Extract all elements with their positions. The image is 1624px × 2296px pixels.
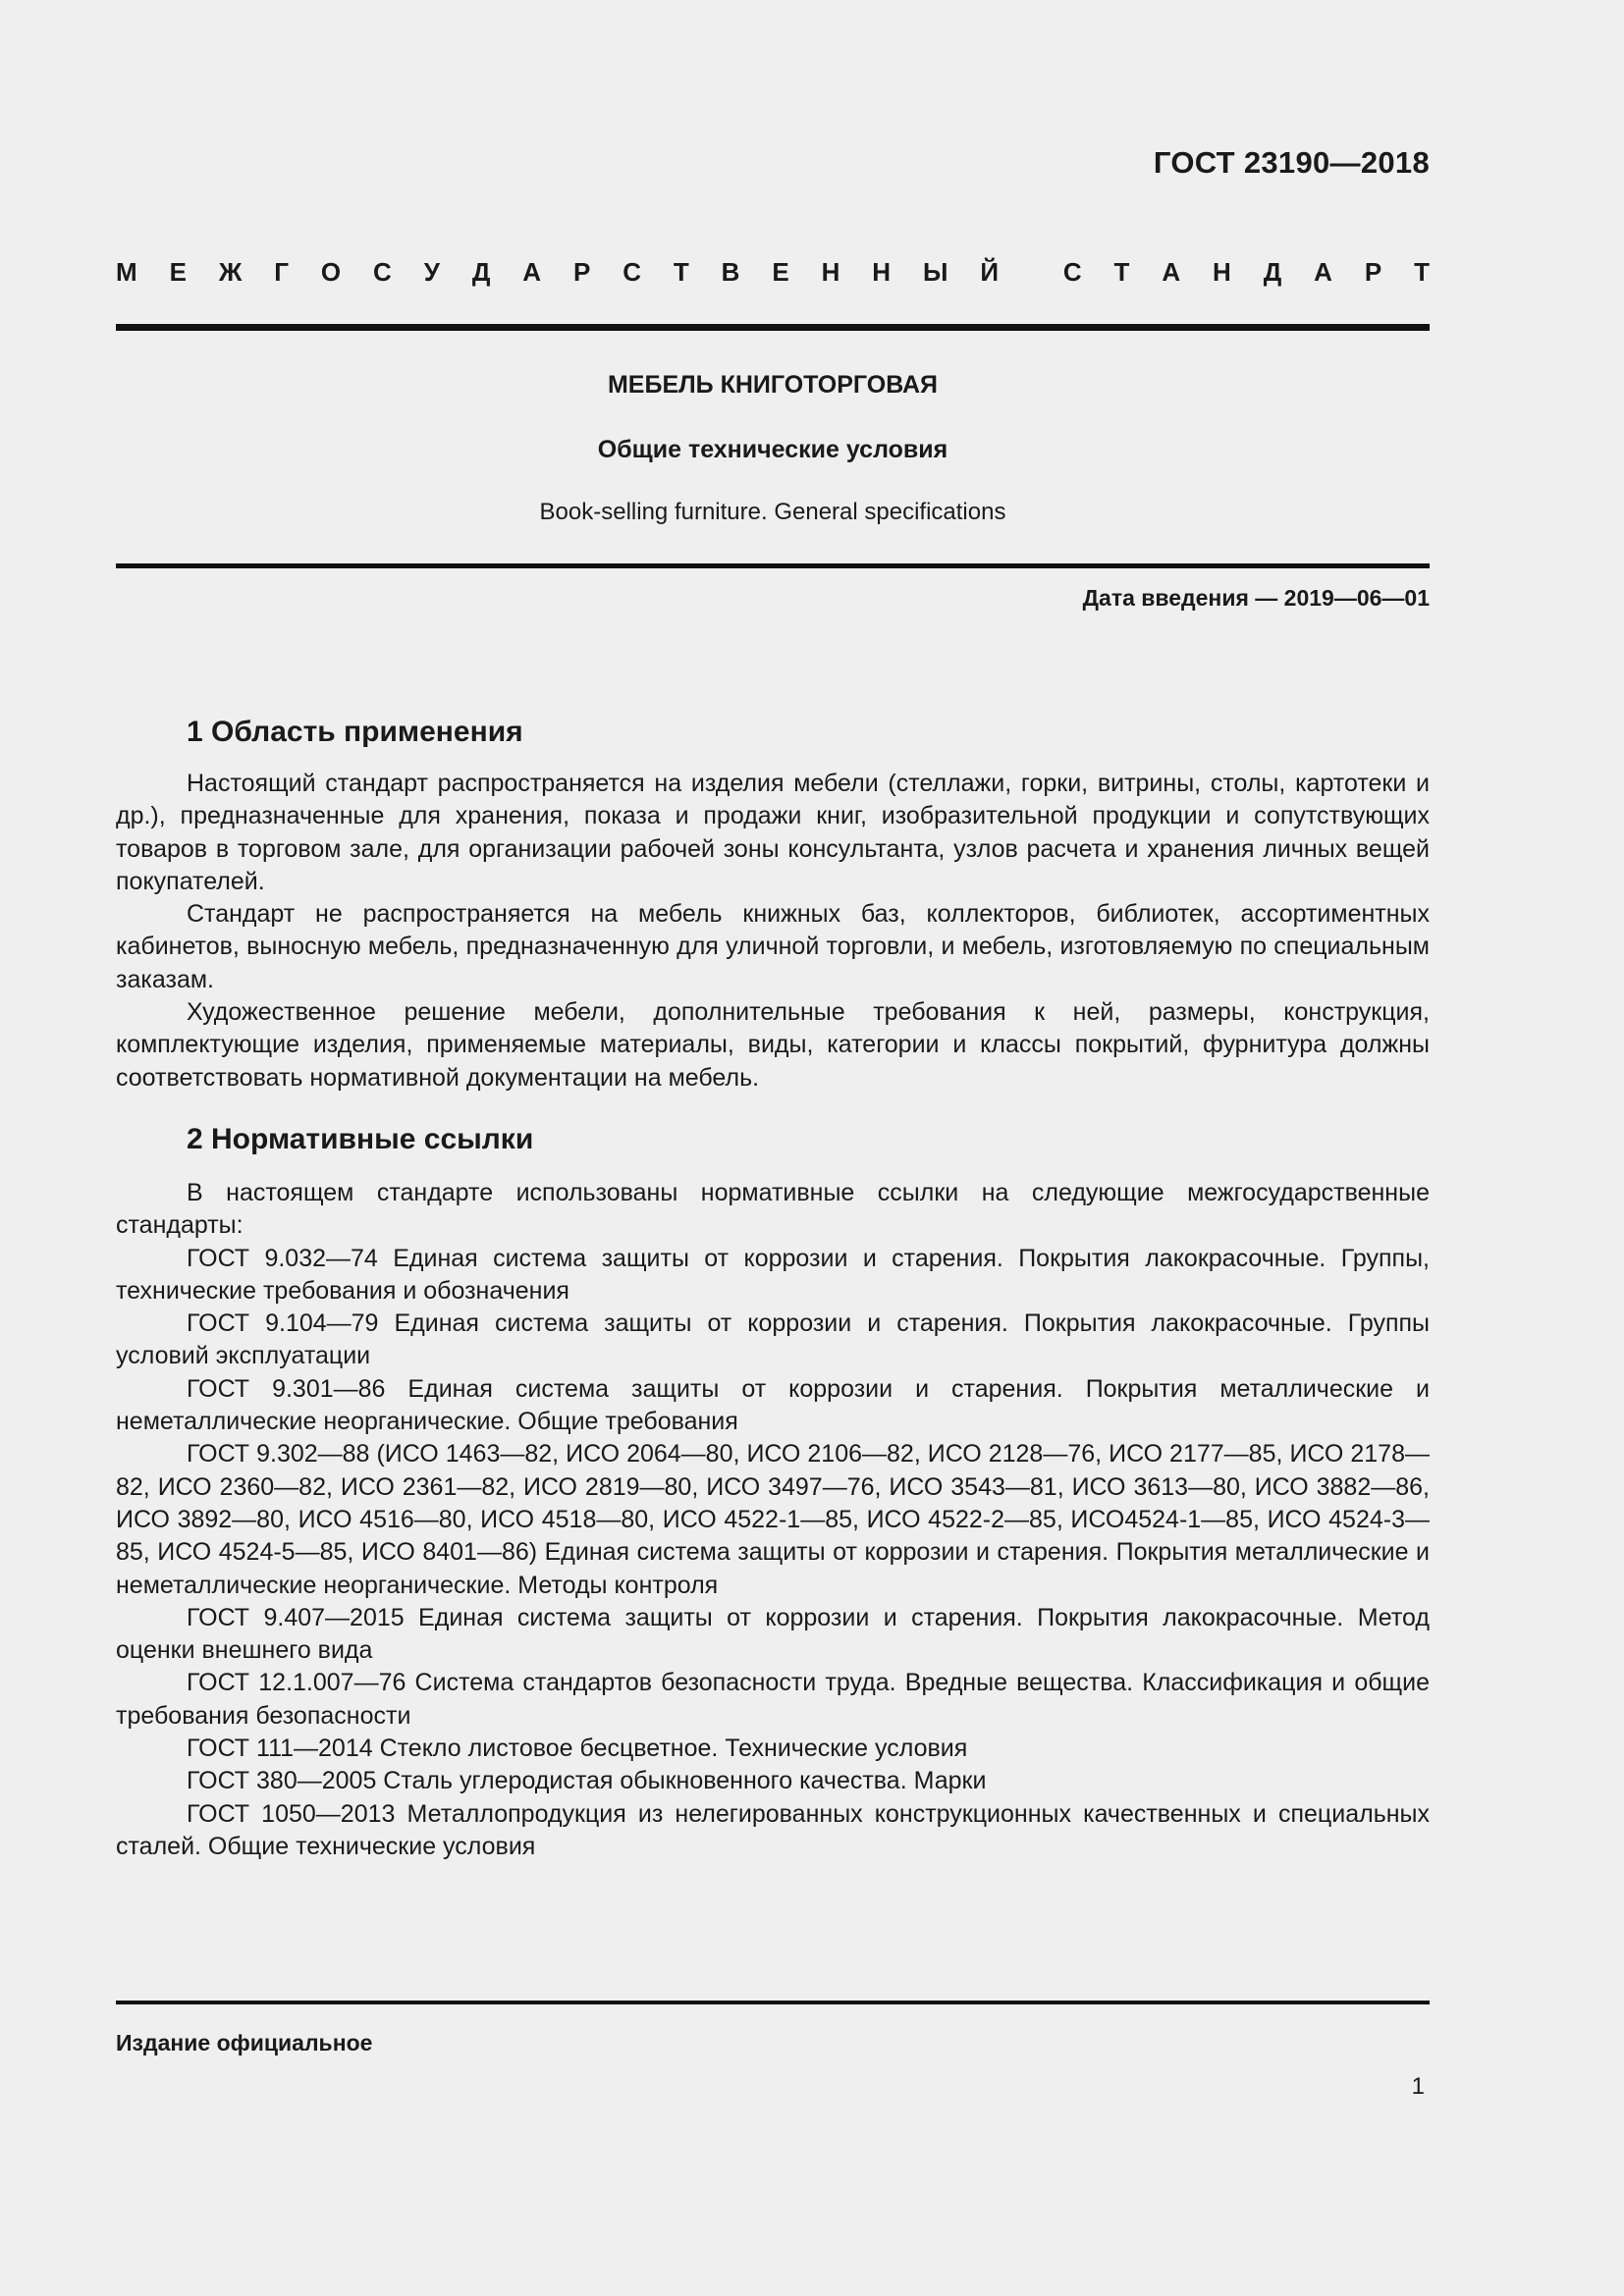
reference-item: ГОСТ 9.032—74 Единая система защиты от коррозии и старения. Покрытия лакокрасочные. Группы, технические требования и обозначения xyxy=(116,1244,1430,1305)
paragraph: Художественное решение мебели, дополнительные требования к ней, размеры, конструкция, комплектующие изделия, применяемые материалы, виды, категории и классы покрытий, фурнитура должны соответствовать нормативной документации на мебель. xyxy=(116,998,1430,1092)
banner-letter: М xyxy=(116,257,137,287)
banner-letter: Д xyxy=(1263,257,1282,287)
banner-letter: Е xyxy=(169,257,187,287)
reference-item: ГОСТ 9.104—79 Единая система защиты от коррозии и старения. Покрытия лакокрасочные. Группы условий эксплуатации xyxy=(116,1309,1430,1370)
banner-letter: Р xyxy=(572,257,591,287)
document-title: МЕБЕЛЬ КНИГОТОРГОВАЯ xyxy=(607,371,939,399)
reference-item: ГОСТ 12.1.007—76 Система стандартов безопасности труда. Вредные вещества. Классификация и общие требования безопасности xyxy=(116,1669,1430,1730)
banner-letter: Т xyxy=(1414,257,1430,287)
paragraph: В настоящем стандарте использованы нормативные ссылки на следующие межгосударственные стандарты: xyxy=(116,1178,1430,1240)
banner-letter: А xyxy=(522,257,542,287)
paragraph: Настоящий стандарт распространяется на изделия мебели (стеллажи, горки, витрины, столы, картотеки и др.), предназначенные для хранения, показа и продажи книг, изобразительной продукции и сопутствующих товаров в торговом зале, для организации рабочей зоны консультанта, узлов расчета и хранения личных вещей покупателей. xyxy=(116,770,1430,895)
banner-letter: А xyxy=(1162,257,1181,287)
document-subtitle: Общие технические условия xyxy=(597,436,948,463)
banner-letter: С xyxy=(1062,257,1082,287)
banner-letter: В xyxy=(721,257,740,287)
introduction-date: Дата введения — 2019—06—01 xyxy=(1082,585,1430,611)
banner-letter: Ы xyxy=(922,257,948,287)
reference-item: ГОСТ 380—2005 Сталь углеродистая обыкновенного качества. Марки xyxy=(187,1767,987,1795)
document-number: ГОСТ 23190—2018 xyxy=(1153,145,1430,180)
footer-divider xyxy=(116,2001,1430,2004)
banner-letter: Й xyxy=(980,257,1000,287)
reference-item: ГОСТ 9.407—2015 Единая система защиты от коррозии и старения. Покрытия лакокрасочные. Метод оценки внешнего вида xyxy=(116,1603,1430,1665)
banner-letter: Г xyxy=(274,257,289,287)
banner-letter: Н xyxy=(872,257,892,287)
interstate-standard-banner xyxy=(116,257,1430,288)
banner-letter: Н xyxy=(821,257,840,287)
paragraph: Стандарт не распространяется на мебель книжных баз, коллекторов, библиотек, ассортиментных кабинетов, выносную мебель, предназначенную для уличной торговли, и мебель, изготовляемую по специальным заказам. xyxy=(116,900,1430,993)
banner-letter: О xyxy=(320,257,342,287)
banner-letter: Р xyxy=(1364,257,1382,287)
reference-item: ГОСТ 1050—2013 Металлопродукция из нелегированных конструкционных качественных и специальных сталей. Общие технические условия xyxy=(116,1799,1430,1860)
reference-item: ГОСТ 9.301—86 Единая система защиты от коррозии и старения. Покрытия металлические и неметаллические неорганические. Общие требования xyxy=(116,1374,1430,1436)
edition-label: Издание официальное xyxy=(116,2030,373,2056)
banner-letter: С xyxy=(373,257,392,287)
reference-item: ГОСТ 111—2014 Стекло листовое бесцветное. Технические условия xyxy=(187,1735,968,1763)
title-divider xyxy=(116,563,1430,568)
english-title: Book-selling furniture. General specifications xyxy=(539,499,1006,525)
banner-letter: Е xyxy=(772,257,789,287)
banner-letter: Ж xyxy=(218,257,243,287)
reference-item: ГОСТ 9.302—88 (ИСО 1463—82, ИСО 2064—80, ИСО 2106—82, ИСО 2128—76, ИСО 2177—85, ИСО 2178—82, ИСО 2360—82, ИСО 2361—82, ИСО 2819—80, ИСО 3497—76, ИСО 3543—81, ИСО 3613—80, ИСО 3882—86, ИСО 3892—80, ИСО 4516—80, ИСО 4518—80, ИСО 4522-1—85, ИСО 4522-2—85, ИСО4524-1—85, ИСО 4524-3—85, ИСО 4524-5—85, ИСО 8401—86) Единая система защиты от коррозии и старения. Покрытия металлические и неметаллические неорганические. Методы контроля xyxy=(116,1440,1430,1599)
section-heading-references: 2 Нормативные ссылки xyxy=(187,1122,534,1155)
banner-letter: У xyxy=(423,257,440,287)
document-body xyxy=(116,713,1430,1863)
banner-letter: Т xyxy=(1113,257,1130,287)
header-divider xyxy=(116,324,1430,331)
section-heading-scope: 1 Область применения xyxy=(187,716,523,748)
banner-letter: С xyxy=(623,257,641,287)
banner-letter: Т xyxy=(673,257,689,287)
banner-letter: Н xyxy=(1213,257,1231,287)
banner-letter: А xyxy=(1314,257,1332,287)
banner-letter: Д xyxy=(471,257,491,287)
page-number: 1 xyxy=(1411,2073,1425,2100)
